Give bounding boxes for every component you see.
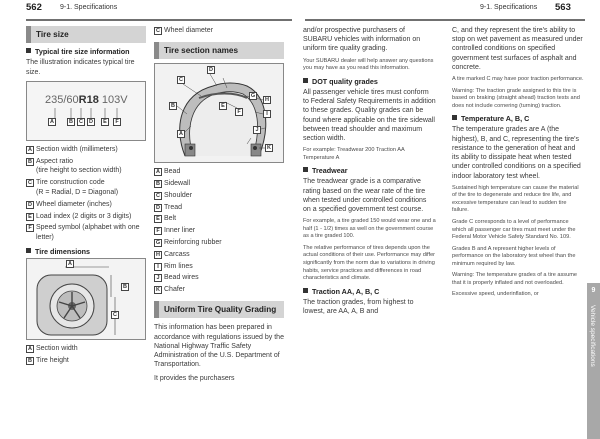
tire-size-heading: Tire size (26, 26, 146, 43)
temperature-warning: Warning: The temperature grades of a tire assume that it is properly inflated and not overloaded. (452, 272, 577, 286)
tire-section-legend-key: D (154, 204, 162, 212)
tire-size-legend-text: Speed symbol (alphabet with one letter) (36, 224, 140, 242)
section-label-a: A (177, 130, 185, 138)
section-label-h: H (263, 96, 271, 104)
code-label-c: C (77, 118, 85, 126)
tire-section-legend-key: I (154, 263, 162, 271)
tire-size-legend-key: B (26, 158, 34, 166)
tire-size-legend-item (26, 157, 146, 177)
tire-size-legend-text: Aspect ratio (36, 157, 73, 165)
tire-section-names-heading: Tire section names (154, 42, 284, 59)
temperature-text: The temperature grades are A (the highest), B, and C, representing the tire's resistance to the generation of heat and its ability to dissipate heat when tested under controlled conditions on a specified indoor laboratory test wheel. (452, 126, 581, 180)
tire-section-legend-item (154, 285, 284, 295)
tire-dim-legend-key: A (26, 345, 34, 353)
tire-section-figure (154, 63, 284, 163)
tire-size-legend (26, 145, 146, 243)
temperature-subheading: Temperature A, B, C (452, 114, 584, 123)
col4-traction-cont: C, and they represent the tire's ability to stop on wet pavement as measured under controlled conditions on specified government test surfaces of asphalt and concrete. (452, 27, 583, 71)
section-label-f: F (235, 108, 243, 116)
tire-size-legend-key: F (26, 224, 34, 232)
tire-dim-legend-key: B (26, 357, 34, 365)
column-4 (452, 26, 584, 303)
uniform-grading-heading: Uniform Tire Quality Grading (154, 301, 284, 318)
treadwear-subheading: Treadwear (303, 166, 436, 175)
tire-dim-legend-text: Tire height (36, 356, 69, 364)
tire-size-legend-item (26, 145, 146, 155)
treadwear-note: The relative performance of tires depends upon the actual conditions of their use. Performance may differ significantly from the norm due to variations in driving habits, service practices and differences in road characteristics and climate. (303, 244, 436, 282)
tire-section-legend-text: Tread (164, 203, 183, 211)
tire-code: 235/60R18 103V (45, 93, 128, 106)
tire-size-legend-item (26, 212, 146, 222)
chapter-number: 9 (591, 287, 596, 294)
tire-section-legend-text: Rim lines (164, 262, 193, 270)
section-label-b: B (169, 102, 177, 110)
column-3 (303, 26, 436, 320)
tire-section-legend-text: Bead (164, 168, 181, 176)
section-label-e: E (219, 102, 227, 110)
tire-size-legend-text: Wheel diameter (inches) (36, 200, 112, 208)
code-label-e: E (101, 118, 109, 126)
tire-size-legend-item (26, 178, 146, 198)
col3-intro: and/or prospective purchasers of SUBARU vehicles with information on uniform tire quality grading. (303, 27, 421, 53)
col4-traction-warning: Warning: The traction grade assigned to this tire is based on braking (straight ahead) traction tests and does not include cornering (turning) traction. (452, 87, 580, 109)
temperature-note-2: Grade C corresponds to a level of performance which all passenger car tires must meet under the Federal Motor Vehicle Safety Standard No. 109. (452, 218, 576, 241)
uniform-grading-p1: This information has been prepared in accordance with regulations issued by the National Highway Traffic Safety Administration of the U.S. Department of Transportation. (154, 324, 284, 369)
left-header-rule (26, 19, 292, 21)
tire-section-legend-text: Sidewall (164, 180, 191, 188)
tire-size-desc: The illustration indicates typical tire size. (26, 59, 135, 76)
tire-size-legend-key: E (26, 213, 34, 221)
tire-size-legend-text: Tire construction code (36, 179, 105, 187)
tire-size-legend-item (26, 223, 146, 243)
tire-dimensions-figure (26, 258, 146, 340)
section-label-j: J (253, 126, 261, 134)
tire-section-legend-text: Chafer (164, 286, 186, 294)
section-label-g: G (250, 93, 256, 100)
tire-section-legend-item (154, 167, 284, 177)
temperature-note-3: Grades B and A represent higher levels of performance on the laboratory test wheel than the minimum required by law. (452, 245, 576, 267)
temperature-note-1: Sustained high temperature can cause the material of the tire to degenerate and reduce tire life, and excessive temperature can lead to sudden tire failure. (452, 184, 579, 214)
temperature-warning-cont: Excessive speed, underinflation, or (452, 291, 539, 298)
tire-section-legend-item (154, 273, 284, 283)
tire-section-legend-item (154, 262, 284, 272)
dim-label-c: C (111, 311, 119, 319)
tire-size-legend-key: C (26, 179, 34, 187)
col4-traction-note: A tire marked C may have poor traction performance. (452, 76, 584, 83)
treadwear-example: For example, a tire graded 150 would wear one and a half (1 - 1/2) times as well on the government course as a tire graded 100. (303, 218, 436, 240)
tire-size-legend-item (26, 200, 146, 210)
tire-section-legend-text: Inner liner (164, 227, 196, 235)
tire-section-legend-text: Shoulder (164, 191, 193, 199)
tire-section-legend-text: Bead wires (164, 274, 199, 282)
tire-section-legend-key: F (154, 227, 162, 235)
tire-section-legend-item (154, 179, 284, 189)
dim-label-a: A (66, 260, 74, 268)
dim-label-b: B (121, 283, 129, 291)
tire-dim-legend-item (26, 344, 146, 354)
dot-grades-subheading: DOT quality grades (303, 77, 436, 86)
tire-side-view (27, 259, 145, 339)
left-page-number: 562 (26, 2, 42, 13)
dot-grades-example: For example: Treadwear 200 Traction AA Temperature A (303, 147, 405, 161)
tire-dimensions-legend (26, 344, 146, 366)
tire-section-legend-key: K (154, 286, 162, 294)
section-label-i: I (263, 110, 271, 118)
code-label-b: B (67, 118, 75, 126)
uniform-grading-p2: It provides the purchasers (154, 374, 235, 382)
right-chapter-title: 9-1. Specifications (480, 4, 538, 11)
tire-dim-legend-item (26, 356, 146, 366)
tire-section-legend-item (154, 250, 284, 260)
section-label-d: D (207, 66, 215, 74)
wheel-diameter-legend: C Wheel diameter (156, 27, 214, 34)
code-label-d: D (87, 118, 95, 126)
right-page-number: 563 (555, 2, 571, 13)
left-chapter-title: 9-1. Specifications (60, 4, 118, 11)
tire-section-legend-key: B (154, 180, 162, 188)
tire-section-legend-item (154, 214, 284, 224)
tire-section-legend-item (154, 238, 284, 248)
chapter-side-tab[interactable] (587, 283, 600, 439)
code-label-a: A (48, 118, 56, 126)
column-2 (154, 26, 284, 387)
dot-grades-text: All passenger vehicle tires must conform to Federal Safety Requirements in addition to these grades. Quality grades can be found where applicable on the tire sidewall between tread shoulder and maximum section width. (303, 88, 436, 142)
tire-section-legend-text: Carcass (164, 250, 190, 258)
tire-section-legend-key: H (154, 251, 162, 259)
traction-subheading: Traction AA, A, B, C (303, 287, 436, 296)
col3-dealer-note: Your SUBARU dealer will help answer any questions you may have as you read this information. (303, 57, 434, 72)
tire-size-legend-subtext: (tire height to section width) (36, 167, 122, 175)
chapter-label: Vehicle specifications (589, 305, 596, 367)
code-label-f: F (113, 118, 121, 126)
tire-section-legend-item (154, 191, 284, 201)
treadwear-text: The treadwear grade is a comparative rating based on the wear rate of the tire when tested under controlled conditions on a specified government test course. (303, 178, 427, 213)
tire-size-legend-key: A (26, 146, 34, 154)
typical-tire-size-subheading: Typical tire size information (26, 47, 146, 56)
column-1 (26, 26, 146, 368)
tire-section-legend-key: A (154, 168, 162, 176)
section-label-k: K (265, 144, 273, 152)
tire-section-legend-key: C (154, 192, 162, 200)
tire-section-legend-key: J (154, 274, 162, 282)
tire-section-legend-text: Reinforcing rubber (164, 239, 222, 246)
tire-dim-legend-text: Section width (36, 345, 78, 353)
tire-size-legend-text: Section width (millimeters) (36, 145, 118, 153)
tire-section-legend (154, 167, 284, 295)
tire-size-legend-subtext: (R = Radial, D = Diagonal) (36, 189, 119, 197)
tire-section-legend-key: G (155, 240, 161, 246)
tire-code-leader-lines (27, 82, 145, 140)
tire-section-legend-item (154, 203, 284, 213)
tire-size-legend-text: Load index (2 digits or 3 digits) (36, 212, 132, 220)
right-header-rule (305, 19, 585, 21)
tire-section-legend-item (154, 226, 284, 236)
tire-section-legend-key: E (154, 215, 162, 223)
tire-section-legend-text: Belt (164, 215, 177, 223)
tire-size-legend-key: D (26, 201, 34, 209)
traction-text: The traction grades, from highest to lowest, are AA, A, B and (303, 298, 414, 315)
section-label-c: C (177, 76, 185, 84)
tire-dimensions-subheading: Tire dimensions (26, 247, 146, 256)
tire-size-code-figure (26, 81, 146, 141)
